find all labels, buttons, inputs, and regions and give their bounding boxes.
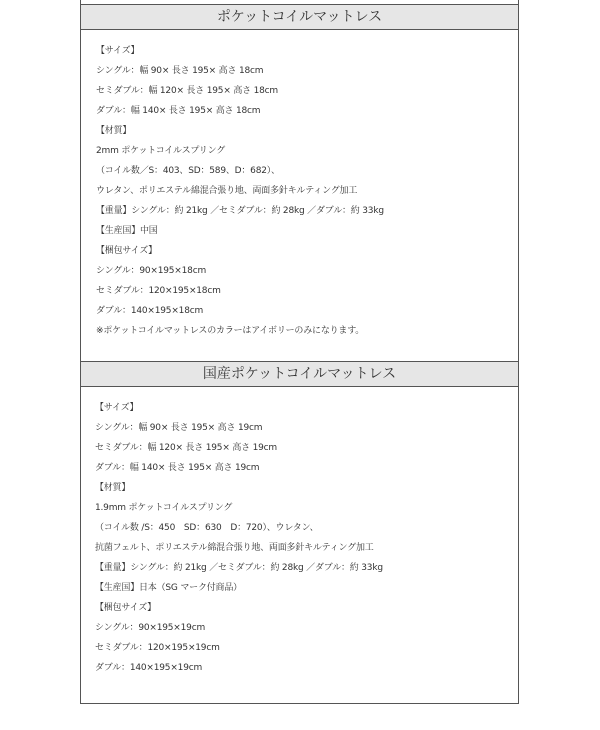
section-title: ポケットコイルマットレス xyxy=(81,4,518,30)
spec-line: セミダブル：120×195×19cm xyxy=(95,643,220,653)
spec-line: 【サイズ】 xyxy=(96,46,140,56)
spec-line: 2mm ポケットコイルスプリング xyxy=(96,146,226,156)
spec-line: シングル：90×195×19cm xyxy=(95,623,206,633)
spec-line: 抗菌フェルト、ポリエステル綿混合張り地、両面多針キルティング加工 xyxy=(95,543,374,553)
spec-line: 【重量】シングル：約 21kg ／セミダブル：約 28kg ／ダブル：約 33kg xyxy=(96,206,384,216)
spec-line: セミダブル：幅 120× 長さ 195× 高さ 19cm xyxy=(95,443,277,453)
spec-line: 【重量】シングル：約 21kg ／セミダブル：約 28kg ／ダブル：約 33kg xyxy=(95,563,383,573)
spec-line: 【材質】 xyxy=(95,483,131,493)
spec-line: ダブル：140×195×19cm xyxy=(95,663,203,673)
section-body xyxy=(81,387,518,678)
spec-line: 【梱包サイズ】 xyxy=(96,246,157,256)
spec-line: （コイル数 /S：450 SD：630 D：720）、ウレタン、 xyxy=(95,523,319,533)
spec-line: ※ポケットコイルマットレスのカラーはアイボリーのみになります。 xyxy=(96,326,365,336)
spec-line: 【材質】 xyxy=(96,126,132,136)
spec-line: 【生産国】中国 xyxy=(96,226,158,236)
spec-line: シングル：幅 90× 長さ 195× 高さ 19cm xyxy=(95,423,263,433)
spec-line: ダブル：140×195×18cm xyxy=(96,306,204,316)
spec-section-domestic-pocket-coil xyxy=(81,361,518,678)
spec-line: （コイル数／S：403、SD：589、D：682）、 xyxy=(96,166,280,176)
spec-line: ウレタン、ポリエステル綿混合張り地、両面多針キルティング加工 xyxy=(96,186,358,196)
spec-line: セミダブル：幅 120× 長さ 195× 高さ 18cm xyxy=(96,86,278,96)
spec-line: シングル：幅 90× 長さ 195× 高さ 18cm xyxy=(96,66,264,76)
spec-line: 【梱包サイズ】 xyxy=(95,603,156,613)
spec-line: 【サイズ】 xyxy=(95,403,139,413)
spec-section-pocket-coil xyxy=(81,4,518,341)
spec-table xyxy=(80,0,519,704)
spec-line: シングル：90×195×18cm xyxy=(96,266,207,276)
spec-line: 【生産国】日本（SG マーク付商品） xyxy=(95,583,242,593)
spec-line: 1.9mm ポケットコイルスプリング xyxy=(95,503,233,513)
section-body xyxy=(81,30,518,341)
section-title: 国産ポケットコイルマットレス xyxy=(81,361,518,387)
spec-line: ダブル：幅 140× 長さ 195× 高さ 18cm xyxy=(96,106,261,116)
spec-line: ダブル：幅 140× 長さ 195× 高さ 19cm xyxy=(95,463,260,473)
spec-line: セミダブル：120×195×18cm xyxy=(96,286,221,296)
